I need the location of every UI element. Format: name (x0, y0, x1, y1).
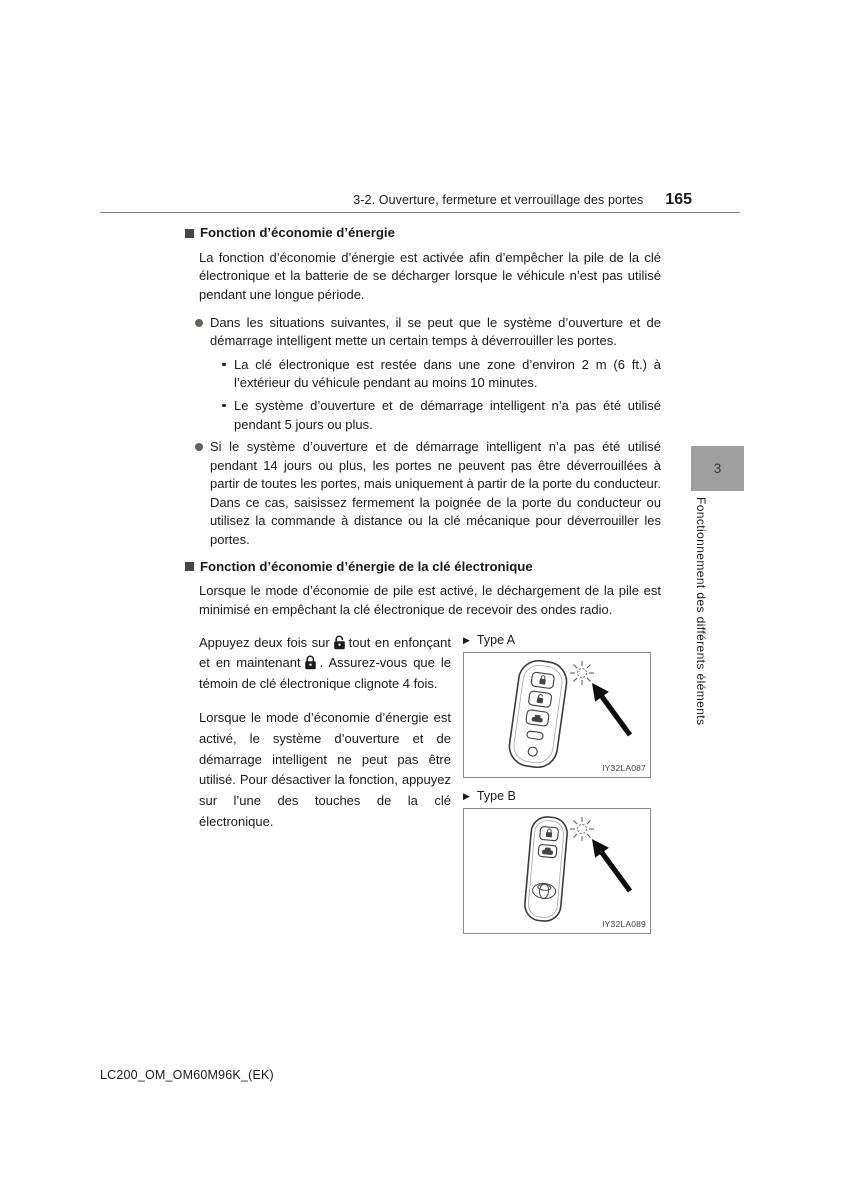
chapter-title-vertical: Fonctionnement des différents éléments (694, 497, 708, 726)
instructions-column (199, 633, 451, 945)
header-section-title: 3-2. Ouverture, fermeture et verrouillage des portes (353, 193, 644, 207)
indicator-flash-icon (570, 661, 594, 685)
sub-bullet-text: La clé électronique est restée dans une zone d’environ 2 m (6 ft.) à l’extérieur du véhicule pendant au moins 10 minutes. (234, 356, 661, 391)
figure-label-type-a (463, 633, 651, 648)
bullet-item (210, 438, 661, 549)
section-square-icon (185, 562, 194, 571)
press-text-3: . Assurez-vous que le témoin de clé électronique clignote 4 fois. (199, 655, 451, 692)
section-title: Fonction d’économie d’énergie de la clé électronique (200, 558, 533, 574)
sub-bullet-text: Le système d’ouverture et de démarrage intelligent n’a pas été utilisé pendant 5 jours ou plus. (234, 397, 661, 432)
figure-label-text: Type B (476, 788, 516, 803)
type-b-key-illustration (464, 809, 650, 933)
sub-bullet-list (234, 356, 661, 434)
section-title: Fonction d’économie d’énergie (200, 225, 395, 240)
bullet-circle-icon (195, 319, 203, 327)
two-column-block (199, 633, 661, 945)
key-ring-hole (528, 746, 538, 756)
press-text-1: Appuyez deux fois sur (199, 634, 330, 650)
section-key-energy-intro: Lorsque le mode d’économie de pile est activé, le déchargement de la pile est minimisé en empêchant la clé électronique de recevoir des ondes radio. (199, 583, 661, 617)
pointer-arrow-icon (592, 683, 632, 737)
press-text-2: tout en enfonçant et en maintenant (199, 634, 451, 671)
lock-icon (304, 655, 317, 670)
sub-bullet-dot-icon (222, 363, 226, 367)
pointer-arrow-icon (592, 839, 632, 893)
section-energy-intro: La fonction d’économie d’énergie est activée afin d’empêcher la pile de la clé électronique et la batterie de se décharger lorsque le véhicule n’est pas utilisé pendant une longue période. (199, 249, 661, 303)
figure-marker-icon: ▶ (463, 635, 470, 646)
unlock-icon (333, 635, 346, 650)
header-rule (100, 212, 740, 213)
deactivate-paragraph: Lorsque le mode d’économie d’énergie est activé, le système d’ouverture et de démarrage intelligent ne peut pas être utilisé. Pour désactiver la fonction, appuyez sur l’une des touches de la clé électronique. (199, 709, 451, 829)
sub-bullet-item (234, 397, 661, 434)
page-content (185, 224, 661, 945)
figure-label-type-b (463, 789, 651, 804)
section-square-icon (185, 229, 194, 238)
page-footer: LC200_OM_OM60M96K_(EK) (100, 1068, 274, 1082)
figure-type-b (463, 808, 651, 934)
chapter-number: 3 (713, 461, 722, 476)
type-a-key-illustration (464, 653, 650, 777)
indicator-flash-icon (570, 817, 594, 841)
bullet-text: Dans les situations suivantes, il se peut que le système d’ouverture et de démarrage intelligent mette un certain temps à déverrouiller les portes. (210, 314, 661, 349)
bullet-text: Si le système d’ouverture et de démarrage intelligent n’a pas été utilisé pendant 14 jours ou plus, les portes ne peuvent pas être déverrouillées à partir de toutes les portes, mais uniquement à partir de la porte du conducteur. Dans ce cas, saisissez fermement la poignée de la porte du conducteur ou utilisez la commande à distance ou la clé mécanique pour déverrouiller les portes. (210, 439, 661, 547)
press-instructions (199, 633, 451, 695)
figure-code: IY32LA087 (602, 763, 646, 774)
figures-column (463, 633, 651, 945)
section-key-energy-title-row (185, 558, 661, 577)
sub-bullet-item (234, 356, 661, 393)
chapter-tab (691, 446, 744, 491)
figure-code: IY32LA089 (602, 919, 646, 930)
page-header (100, 191, 692, 209)
page-number: 165 (665, 191, 692, 208)
bullet-item (210, 314, 661, 351)
section-energy-title-row (185, 224, 661, 243)
figure-label-text: Type A (476, 632, 516, 647)
sub-bullet-dot-icon (222, 404, 226, 408)
panic-button (527, 730, 544, 739)
figure-type-a (463, 652, 651, 778)
figure-marker-icon: ▶ (463, 791, 470, 802)
bullet-circle-icon (195, 443, 203, 451)
